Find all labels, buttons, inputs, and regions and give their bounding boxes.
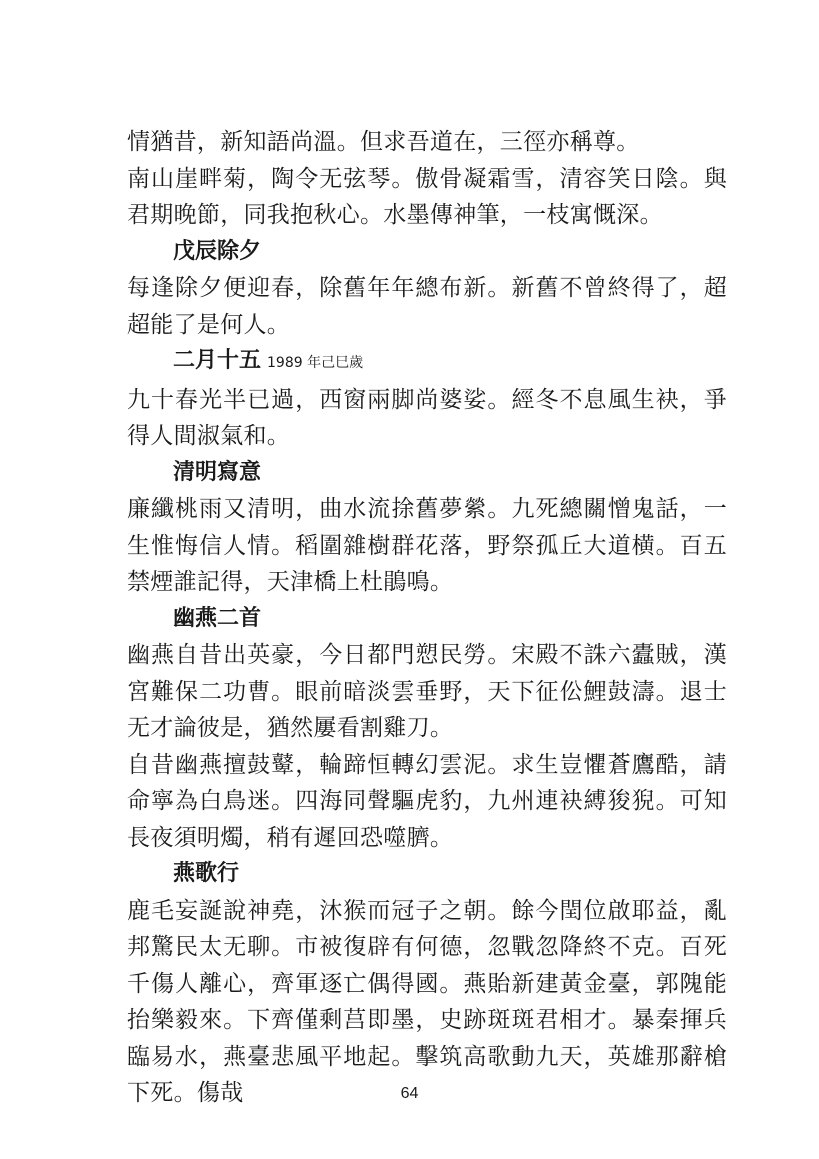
- poem-text: 南山崖畔菊，陶令无弦琴。傲骨凝霜雪，清容笑日陰。與君期晚節，同我抱秋心。水墨傳神筆，一枝寓慨深。: [127, 165, 727, 228]
- poem-title-text: 燕歌行: [173, 861, 240, 886]
- poem-title-note: 1989 年己巳歲: [267, 355, 364, 371]
- poem-title-text: 戊辰除夕: [173, 238, 262, 264]
- poem-title: [127, 234, 727, 271]
- page-number: 64: [400, 1085, 419, 1102]
- poem-title-text: 清明寫意: [173, 459, 262, 485]
- poem-text: 廉纖桃雨又清明，曲水流捈舊夢縈。九死總關憎鬼話，一生惟悔信人情。稻圍雜樹群花落，野祭孤丘大道横。百五禁煙誰記得，天津橋上杜鵑鳴。: [127, 496, 727, 595]
- poem-text: 自昔幽燕擅鼓鼙，輪蹄恒轉幻雲泥。求生豈懼蒼鷹酷，請命寧為白鳥迷。四海同聲驅虎豹，九州連袂縛狻猊。可知長夜須明燭，稍有遲回恐噬臍。: [127, 751, 727, 851]
- poem-text: 幽燕自昔出英豪，今日都門愬民勞。宋殿不誅六蠹賊，漢宮難保二功曹。眼前暗淡雲垂野，天下征伀鯉鼓濤。退士无才論彼是，猶然屢看割雞刀。: [127, 642, 727, 741]
- poem-text: 九十春光半已過，西窗兩脚尚婆娑。經冬不息風生袂，爭得人間淑氣和。: [127, 386, 727, 449]
- poem-title: [127, 343, 727, 382]
- poem-title-text: 幽燕二首: [173, 605, 262, 631]
- poem-title: [127, 455, 727, 492]
- poem-title: [127, 601, 727, 638]
- poem-text: 情猶昔，新知語尚溫。但求吾道在，三徑亦稱尊。: [127, 129, 640, 155]
- page-content: [127, 124, 727, 1112]
- poem-text: 每逢除夕便迎春，除舊年年總布新。新舊不曾終得了，超超能了是何人。: [127, 275, 727, 338]
- poem-title: [127, 856, 727, 893]
- poem-title-text: 二月十五: [173, 348, 262, 373]
- poem-text: 鹿毛妄誕說神堯，沐猴而冠子之朝。餘今閏位啟耶益，亂邦驚民太无聊。市被復辟有何德，忽戰忽降終不克。百死千傷人離心，齊軍逐亡偶得國。燕貽新建黃金臺，郭隗能抬樂毅來。下齊僅剩莒即墨，史跡斑斑君相才。暴秦揮兵臨易水，燕臺悲風平地起。擊筑高歌動九天，英雄那辭槍下死。傷哉: [127, 897, 727, 1106]
